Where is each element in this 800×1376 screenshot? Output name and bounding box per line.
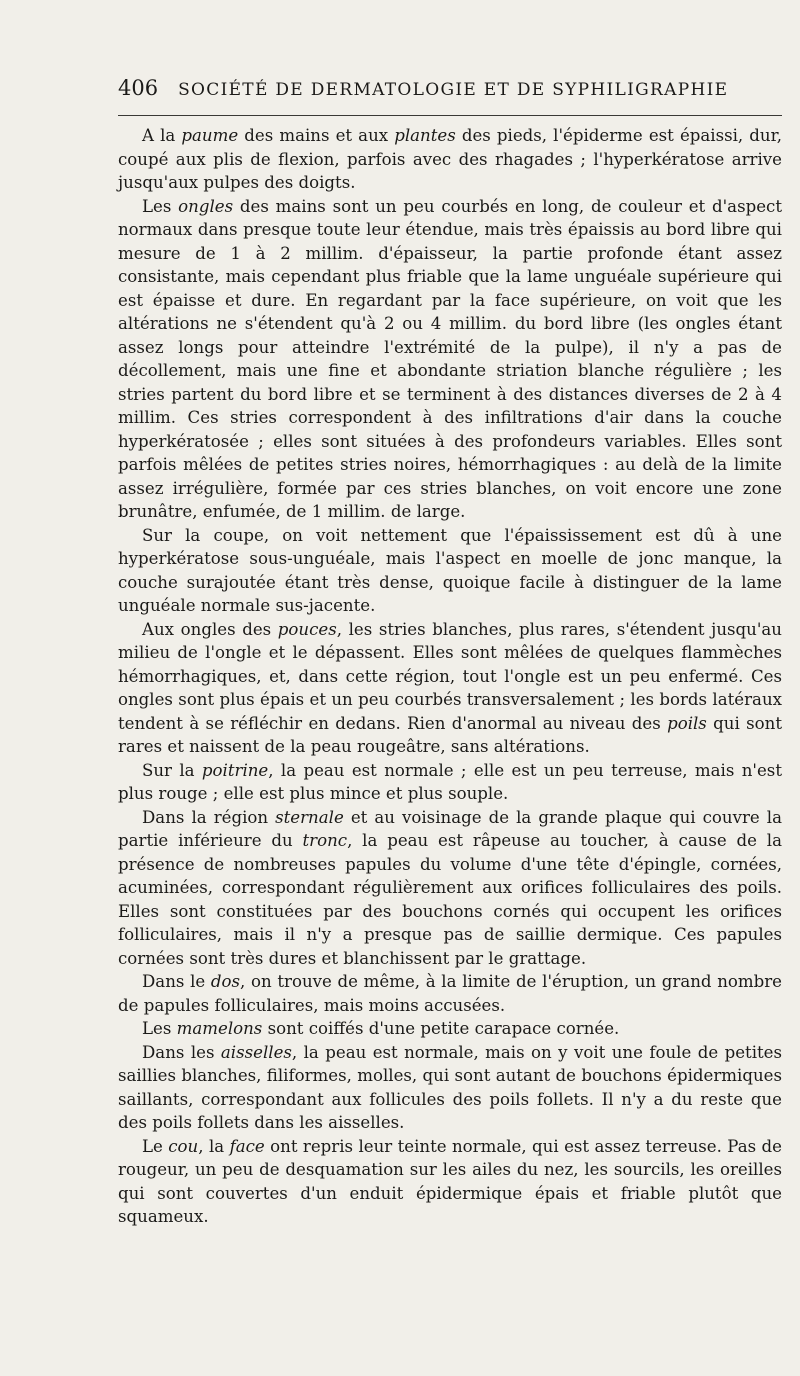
header-rule <box>118 115 782 116</box>
italic-term: tronc <box>302 831 348 850</box>
italic-term: ongles <box>178 196 234 216</box>
page-number: 406 <box>118 76 159 100</box>
paragraph: Les mamelons sont coiffés d'une petite carapace cornée. <box>142 1019 620 1038</box>
paragraph: Dans la région sternale et au voisinage de la grande plaque qui couvre la partie inférieure du tronc, la peau est râpeuse au toucher, à cause de la présence de nombreuses papules du volume d'une tête d'épingle, cornées, acuminées, correspondant régulièrement aux orifices folliculaires des poils. Elles sont constituées par des bouchons cornés qui occupent les orifices folliculaires, mais il n'y a presque pas de saillie dermique. Ces papules cornées sont très dures et blanchissent par le grattage. <box>118 807 782 968</box>
paragraph: Sur la poitrine, la peau est normale ; elle est un peu terreuse, mais n'est plus rouge ; elle est plus mince et plus souple. <box>118 760 782 803</box>
italic-term: mamelons <box>176 1019 263 1038</box>
body-text <box>118 124 782 1229</box>
italic-term: poitrine <box>201 760 269 780</box>
paragraph: Dans les aisselles, la peau est normale, mais on y voit une foule de petites saillies blanches, filiformes, molles, qui sont autant de bouchons épidermiques saillants, correspondant aux follicules des poils follets. Il n'y a du reste que des poils follets dans les aisselles. <box>118 1042 783 1132</box>
italic-term: poils <box>667 713 707 733</box>
italic-term: dos <box>210 972 241 991</box>
paragraph: Les ongles des mains sont un peu courbés en long, de couleur et d'aspect normaux dans presque toute leur étendue, mais très épaissis au bord libre qui mesure de 1 à 2 millim. d'épaisseur, la partie profonde étant assez consistante, mais cependant plus friable que la lame unguéale supérieure qui est épaisse et dure. En regardant par la face supérieure, on voit que les altérations ne s'étendent qu'à 2 ou 4 millim. du bord libre (les ongles étant assez longs pour atteindre l'extrémité de la pulpe), il n'y a pas de décollement, mais une fine et abondante striation blanche régulière ; les stries partent du bord libre et se terminent à des distances diverses de 2 à 4 millim. Ces stries correspondent à des infiltrations d'air dans la couche hyperkératosée ; elles sont situées à des profondeurs variables. Elles sont parfois mêlées de petites stries noires, hémorrhagiques : au delà de la limite assez irrégulière, formée par ces stries blanches, on voit encore une zone brunâtre, enfumée, de 1 millim. de large. <box>118 196 782 521</box>
italic-term: sternale <box>275 807 344 827</box>
paragraph: Le cou, la face ont repris leur teinte normale, qui est assez terreuse. Pas de rougeur, un peu de desquamation sur les ailes du nez, les sourcils, les oreilles qui sont couvertes d'un enduit épidermique épais et friable plutôt que squameux. <box>118 1136 782 1226</box>
italic-term: face <box>229 1136 265 1156</box>
italic-term: cou <box>168 1136 199 1156</box>
paragraph: Aux ongles des pouces, les stries blanches, plus rares, s'étendent jusqu'au milieu de l'ongle et le dépassent. Elles sont mêlées de quelques flammèches hémorrhagiques, et, dans cette région, tout l'ongle est un peu enfermé. Ces ongles sont plus épais et un peu courbés transversalement ; les bords latéraux tendent à se réfléchir en dedans. Rien d'anormal au niveau des poils qui sont rares et naissent de la peau rougeâtre, sans altérations. <box>118 619 783 756</box>
page-header <box>118 76 729 100</box>
paragraph: A la paume des mains et aux plantes des pieds, l'épiderme est épaissi, dur, coupé aux plis de flexion, parfois avec des rhagades ; l'hyperkératose arrive jusqu'aux pulpes des doigts. <box>118 126 783 192</box>
italic-term: pouces <box>277 619 337 639</box>
italic-term: plantes <box>394 126 456 145</box>
italic-term: aisselles <box>220 1042 292 1062</box>
paragraph: Dans le dos, on trouve de même, à la limite de l'éruption, un grand nombre de papules folliculaires, mais moins accusées. <box>118 972 782 1015</box>
running-title: SOCIÉTÉ DE DERMATOLOGIE ET DE SYPHILIGRAPHIE <box>178 80 729 100</box>
paragraph: Sur la coupe, on voit nettement que l'épaississement est dû à une hyperkératose sous-unguéale, mais l'aspect en moelle de jonc manque, la couche surajoutée étant très dense, quoique facile à distinguer de la lame unguéale normale sus-jacente. <box>118 525 782 615</box>
italic-term: paume <box>181 126 239 145</box>
